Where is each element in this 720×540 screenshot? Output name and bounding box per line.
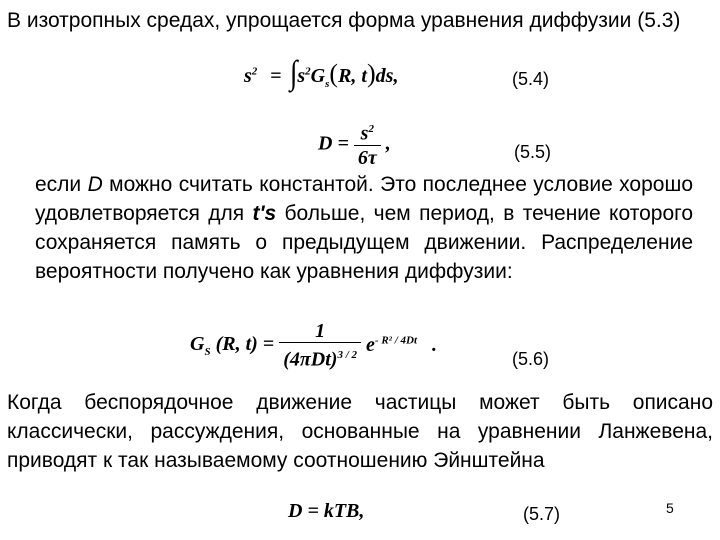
equation-number-5-4: (5.4) [512, 69, 550, 89]
eq56-G: G [190, 333, 205, 356]
eq54-open-paren: ( [329, 59, 339, 88]
equation-5-7 [288, 500, 364, 523]
equation-5-6 [190, 320, 437, 372]
eq55-den: 6τ [357, 146, 377, 169]
eq55-num-exp: 2 [368, 123, 374, 135]
integral-sign: ∫ [289, 54, 298, 92]
eq54-s-exp: 2 [305, 65, 311, 78]
p2-var-D: D [87, 173, 103, 196]
page-number: 5 [666, 500, 674, 516]
eq54-close-paren: ) [366, 59, 376, 88]
eq55-lhs: D = [318, 132, 349, 155]
p2-lead: если [35, 173, 88, 196]
paragraph-intro: В изотропных средах, упрощается форма уравнения диффузии (5.3) [7, 9, 681, 32]
eq55-tail: , [385, 132, 391, 155]
p2-var-ts: t's [252, 202, 277, 225]
equation-number-5-6: (5.6) [512, 349, 550, 369]
p2-tail: больше, чем период, в течение которого сохраняется память о предыдущем движении. Распределение вероятности получено как уравнения диффузии: [35, 202, 693, 283]
eq56-den-base: (4πDt) [283, 348, 338, 371]
equation-number-5-5: (5.5) [514, 142, 552, 162]
eq56-den-exp: 3 / 2 [337, 349, 358, 361]
eq56-G-sub: S [204, 346, 211, 359]
eq54-tail: ds, [375, 65, 399, 87]
eq54-equals: = [270, 65, 282, 87]
eq54-exp: 2 [251, 65, 258, 78]
eq54-G: G [310, 65, 326, 87]
paragraph-condition [35, 170, 693, 286]
paragraph-langevin: Когда беспорядочное движение частицы может быть описано классически, рассуждения, основанные на уравнении Ланжевена, приводят к так называемому соотношению Эйнштейна [7, 391, 713, 472]
eq54-s: s [297, 65, 306, 87]
eq54-args: R, t [338, 65, 367, 87]
eq56-fraction [279, 320, 361, 372]
equation-5-4 [244, 54, 399, 92]
equation-5-5 [318, 118, 391, 170]
eq56-tail: . [432, 334, 438, 357]
equation-number-5-7: (5.7) [523, 504, 561, 524]
p2-mid: можно считать константой. Это последнее условие хорошо удовлетворяется для [35, 173, 693, 225]
eq56-e: e [366, 334, 375, 357]
eq54-lhs: s [244, 65, 252, 87]
eq57-text: D = kTB, [288, 500, 365, 522]
eq56-num: 1 [279, 320, 361, 343]
eq55-fraction [354, 118, 381, 170]
eq56-args: (R, t) = [215, 333, 275, 356]
eq55-num: s [360, 122, 369, 145]
eq56-exp: - R² / 4Dt [374, 334, 418, 347]
eq54-G-sub: s [325, 78, 330, 90]
